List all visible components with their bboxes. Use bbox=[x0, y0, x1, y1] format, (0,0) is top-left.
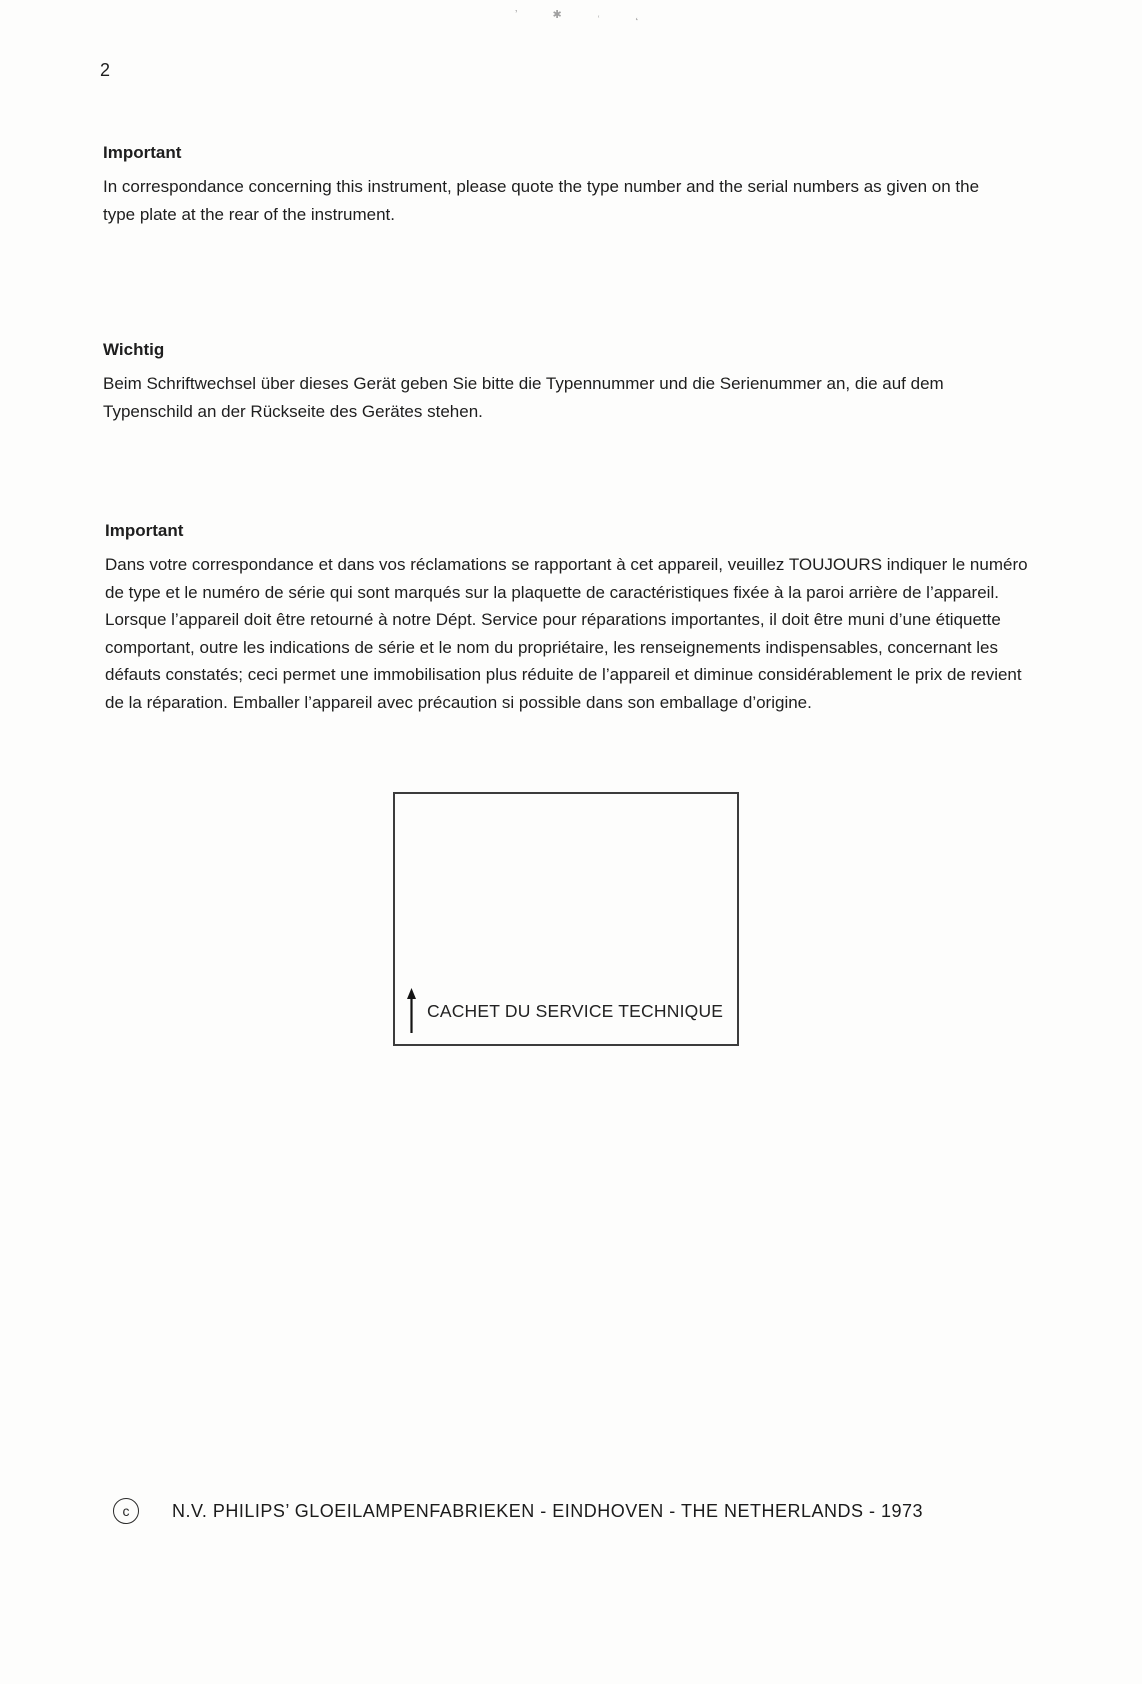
service-stamp-box bbox=[393, 792, 739, 1046]
section-heading: Wichtig bbox=[103, 340, 165, 359]
copyright-icon: c bbox=[113, 1498, 139, 1524]
section-paragraph: Beim Schriftwechsel über dieses Gerät geben Sie bitte die Typennummer und die Serienummer an, die auf dem Typenschild an der Rückseite des Gerätes stehen. bbox=[103, 374, 944, 421]
footer-text: N.V. PHILIPS’ GLOEILAMPENFABRIEKEN - EINDHOVEN - THE NETHERLANDS - 1973 bbox=[172, 1500, 924, 1521]
section-heading: Important bbox=[103, 143, 182, 162]
section-paragraph: In correspondance concerning this instrument, please quote the type number and the serial numbers as given on the type plate at the rear of the instrument. bbox=[103, 177, 980, 224]
stamp-label: CACHET DU SERVICE TECHNIQUE bbox=[427, 1000, 724, 1021]
stamp-caption bbox=[405, 988, 723, 1034]
scan-artifact-marks: ʼ ✱ ˓ ˛ bbox=[515, 9, 656, 21]
page-number: 2 bbox=[100, 60, 111, 80]
footer bbox=[113, 1498, 923, 1524]
section-paragraph: Lorsque l’appareil doit être retourné à notre Dépt. Service pour réparations importantes, il doit être muni d’une étiquette comportant, outre les indications de série et le nom du propriétaire, les renseignements indispensables, concernant les défauts constatés; ceci permet une immobilisation plus réduite de l’appareil et diminue considérablement le prix de revient de la réparation. Emballer l’appareil avec précaution si possible dans son emballage d’origine. bbox=[105, 610, 1022, 712]
section-important-english bbox=[103, 143, 988, 228]
section-wichtig-german bbox=[103, 340, 983, 425]
section-heading: Important bbox=[105, 521, 184, 540]
section-paragraph: Dans votre correspondance et dans vos réclamations se rapportant à cet appareil, veuillez TOUJOURS indiquer le numéro de type et le numéro de série qui sont marqués sur la plaquette de caractéristiques fixée à la paroi arrière de l’appareil. bbox=[105, 555, 1028, 602]
section-important-french bbox=[105, 521, 1045, 716]
up-arrow-icon bbox=[405, 988, 418, 1034]
